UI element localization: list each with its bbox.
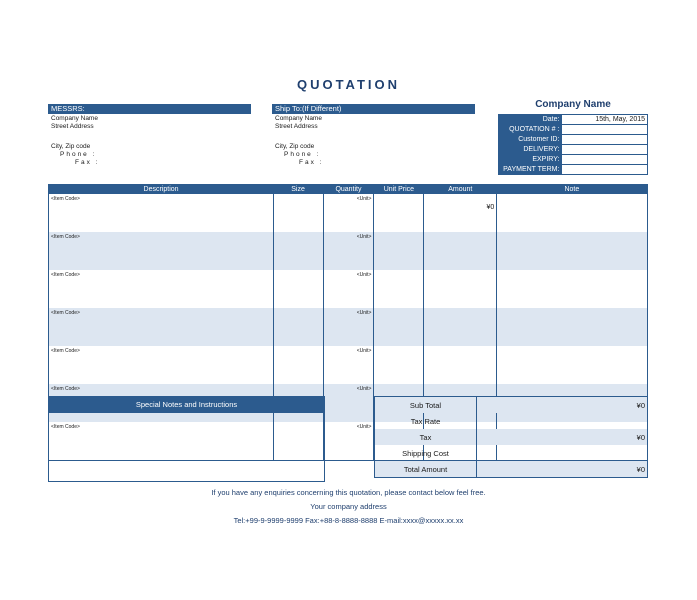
totals-value[interactable]: ¥0 (477, 429, 648, 445)
item-note[interactable] (497, 308, 648, 346)
info-value (562, 145, 648, 155)
quotation-info-table (498, 114, 648, 175)
column-header: Description (49, 185, 274, 195)
info-row (499, 145, 648, 155)
item-description[interactable]: <Item Code> (49, 232, 274, 270)
totals-row (375, 461, 648, 478)
item-size[interactable] (273, 270, 323, 308)
item-amount[interactable] (424, 308, 497, 346)
totals-label: Tax Rate (375, 413, 477, 429)
info-value (562, 135, 648, 145)
item-description[interactable]: <Item Code> (49, 346, 274, 384)
item-unit-price[interactable] (374, 194, 424, 232)
totals-table (374, 396, 648, 478)
item-size[interactable] (273, 232, 323, 270)
item-note[interactable] (497, 270, 648, 308)
ship-to-block (272, 104, 475, 167)
info-row (499, 135, 648, 145)
ship-to-city: City, Zip code (275, 143, 315, 150)
ship-to-company: Company Name (275, 115, 322, 122)
totals-row (375, 445, 648, 461)
bill-to-fax: Fax : (75, 159, 100, 166)
totals-label: Sub Total (375, 397, 477, 414)
item-quantity[interactable]: <Unit> (323, 384, 374, 422)
totals-value[interactable]: ¥0 (477, 397, 648, 414)
column-header: Unit Price (374, 185, 424, 195)
item-unit-price[interactable] (374, 308, 424, 346)
item-quantity[interactable]: <Unit> (323, 194, 374, 232)
special-notes-box (48, 396, 325, 482)
totals-label: Tax (375, 429, 477, 445)
table-row (49, 232, 648, 270)
totals-row (375, 413, 648, 429)
info-row (499, 165, 648, 175)
bill-to-header: MESSRS: (48, 104, 251, 114)
item-size[interactable] (273, 346, 323, 384)
info-label: EXPIRY: (499, 155, 562, 165)
footer-address: Your company address (310, 502, 387, 511)
ship-to-header: Ship To:(If Different) (272, 104, 475, 114)
item-quantity[interactable]: <Unit> (323, 232, 374, 270)
table-row (49, 194, 648, 232)
item-amount[interactable] (424, 346, 497, 384)
item-note[interactable] (497, 194, 648, 232)
totals-label: Total Amount (375, 461, 477, 478)
info-label: Date: (499, 115, 562, 125)
column-header: Amount (424, 185, 497, 195)
footer-contact: Tel:+99-9-9999-9999 Fax:+88-8-8888-8888 E-mail:xxxx@xxxxx.xx.xx (233, 516, 464, 525)
info-value (562, 125, 648, 135)
bill-to-block (48, 104, 251, 167)
table-row (49, 346, 648, 384)
page-title: QUOTATION (296, 77, 401, 92)
item-quantity[interactable]: <Unit> (323, 346, 374, 384)
item-size[interactable] (273, 194, 323, 232)
info-label: PAYMENT TERM: (499, 165, 562, 175)
info-row (499, 115, 648, 125)
info-label: QUOTATION # : (499, 125, 562, 135)
totals-row (375, 397, 648, 414)
totals-value[interactable] (477, 413, 648, 429)
info-row (499, 125, 648, 135)
item-quantity[interactable]: <Unit> (323, 422, 374, 461)
column-header: Quantity (323, 185, 374, 195)
bill-to-city: City, Zip code (51, 143, 91, 150)
item-quantity[interactable]: <Unit> (323, 270, 374, 308)
ship-to-fax: Fax : (299, 159, 324, 166)
item-amount[interactable] (424, 270, 497, 308)
table-row (49, 270, 648, 308)
item-unit-price[interactable] (374, 346, 424, 384)
footer-enquiry: If you have any enquiries concerning this quotation, please contact below feel free. (211, 488, 486, 497)
item-description[interactable]: <Item Code> (49, 270, 274, 308)
info-row (499, 155, 648, 165)
special-notes-header: Special Notes and Instructions (49, 397, 324, 413)
info-label: DELIVERY: (499, 145, 562, 155)
item-unit-price[interactable] (374, 232, 424, 270)
totals-row (375, 429, 648, 445)
column-header: Note (497, 185, 648, 195)
info-value (562, 165, 648, 175)
item-description[interactable]: <Item Code> (49, 194, 274, 232)
ship-to-phone: Phone : (284, 151, 321, 158)
item-amount[interactable]: ¥0 (424, 194, 497, 232)
item-description[interactable]: <Item Code> (49, 422, 274, 461)
bill-to-street: Street Address (51, 123, 94, 130)
item-description[interactable]: <Item Code> (49, 308, 274, 346)
bill-to-phone: Phone : (60, 151, 97, 158)
info-label: Customer ID: (499, 135, 562, 145)
table-row (49, 308, 648, 346)
totals-value[interactable] (477, 445, 648, 461)
item-note[interactable] (497, 232, 648, 270)
totals-label: Shipping Cost (375, 445, 477, 461)
item-unit-price[interactable] (374, 270, 424, 308)
column-header: Size (273, 185, 323, 195)
company-name: Company Name (535, 99, 611, 110)
item-size[interactable] (273, 308, 323, 346)
item-description[interactable]: <Item Code> (49, 384, 274, 422)
item-quantity[interactable]: <Unit> (323, 308, 374, 346)
info-value (562, 155, 648, 165)
item-note[interactable] (497, 346, 648, 384)
item-amount[interactable] (424, 232, 497, 270)
totals-value[interactable]: ¥0 (477, 461, 648, 478)
bill-to-company: Company Name (51, 115, 98, 122)
info-value: 15th, May, 2015 (562, 115, 648, 125)
ship-to-street: Street Address (275, 123, 318, 130)
